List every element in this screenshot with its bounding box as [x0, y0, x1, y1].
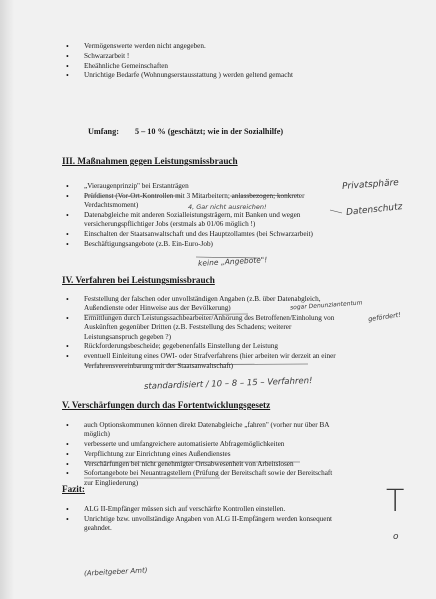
- list-item: • Datenabgleiche mit anderen Sozialleistungsträgern, mit Banken und wegen versicherungspflichtiger Jobs (erstmals ab 01/06 möglich !): [66, 211, 328, 230]
- underline-mark: [196, 257, 260, 258]
- underline-mark: [230, 195, 300, 196]
- umfang-label: Umfang:: [88, 127, 119, 136]
- list-item: • Sofortangebote bei Neuantragstellern (Prüfung der Bereitschaft sowie der Bereitschaft zur Eingliederung): [66, 469, 342, 488]
- underline-mark: [84, 314, 248, 315]
- handwriting-keine-angebote: keine „Angebote"!: [197, 255, 268, 268]
- list-item: • Vermögenswerte werden nicht angegeben.: [66, 42, 293, 51]
- handwriting-gefordert: gefördert!: [367, 310, 402, 324]
- fazit-heading: Fazit:: [62, 484, 85, 494]
- list-item: • Rückforderungsbescheide; gegebenenfalls Einstellung der Leistung: [66, 342, 342, 351]
- list-item: • auch Optionskommunen können direkt Datenabgleiche „fahren" (vorher nur über BA möglich): [66, 421, 342, 440]
- handwriting-sogar: sogar Denunziantentum: [289, 299, 363, 312]
- umfang-value: 5 – 10 % (geschätzt; wie in der Sozialhilfe): [134, 127, 284, 136]
- section-5-heading: V. Verschärfungen durch das Fortentwicklungsgesetz: [62, 400, 271, 410]
- list-item: • Schwarzarbeit !: [66, 52, 293, 61]
- list-item: • Beschäftigungsangebote (z.B. Ein-Euro-Job): [66, 240, 328, 249]
- handwriting-margin-o: o: [393, 532, 399, 542]
- list-item: • verbesserte und umfangreichere automatisierte Abfragemöglichkeiten: [66, 440, 342, 449]
- list-item: • ALG II-Empfänger müssen sich auf verschärfte Kontrollen einstellen.: [66, 505, 351, 514]
- handwriting-privatsphaere: Privatsphäre: [341, 178, 400, 192]
- list-item: • Unrichtige Bedarfe (Wohnungserstausstattung ) werden geltend gemacht: [66, 71, 293, 80]
- section-4-heading: IV. Verfahren bei Leistungsmissbrauch: [62, 275, 215, 285]
- list-item: • Ermittlungen durch Leistungssachbearbeiter/Anhörung des Betroffenen/Einholung von Auskünften gegenüber Dritten (z.B. Feststellung des Schadens; weiterer Leistungsanspruch gegeben ?): [66, 314, 342, 342]
- list-item: • Verschärfungen bei nicht genehmigter Ortsabwesenheit von Arbeitslosen: [66, 460, 342, 469]
- list-item: • Einschalten der Staatsanwaltschaft und des Hauptzollamtes (bei Schwarzarbeit): [66, 230, 328, 239]
- list-item: • Unrichtige bzw. unvollständige Angaben von ALG II-Empfängern werden konsequent geahndet.: [66, 515, 351, 534]
- list-item: • Feststellung der falschen oder unvollständigen Angaben (z.B. über Datenabgleich, Außendienste oder Hinweise aus der Bevölkerung): [66, 295, 342, 314]
- handwriting-gar-nicht: 4, Gar nicht ausreichen!: [188, 203, 267, 211]
- handwriting-datenschutz: Datenschutz: [345, 202, 403, 218]
- list-item: • eventuell Einleitung eines OWI- oder Strafverfahrens (hier arbeiten wir derzeit an einer Verfahrensvereinbarung mit der Staatsanwaltschaft): [66, 352, 342, 371]
- list-item: • Eheähnliche Gemeinschaften: [66, 62, 293, 71]
- list-item: • Prüfdienst (Vor-Ort-Kontrollen mit 3 Mitarbeitern; anlassbezogen; konkreter Verdachtsmoment): [66, 192, 328, 211]
- list-item: • Verpflichtung zur Einrichtung eines Außendienstes: [66, 450, 342, 459]
- handwriting-margin-t: T: [386, 484, 405, 519]
- section-3-heading: III. Maßnahmen gegen Leistungsmissbrauch: [62, 156, 238, 166]
- arrow-mark: [330, 210, 342, 213]
- handwriting-arbeitgeber: (Arbeitgeber Amt): [83, 566, 148, 578]
- handwriting-standardisiert: standardisiert / 10 – 8 – 15 – Verfahren!: [143, 376, 313, 392]
- underline-mark: [84, 364, 308, 365]
- list-item: • „Vieraugenprinzip" bei Erstanträgen: [66, 182, 328, 191]
